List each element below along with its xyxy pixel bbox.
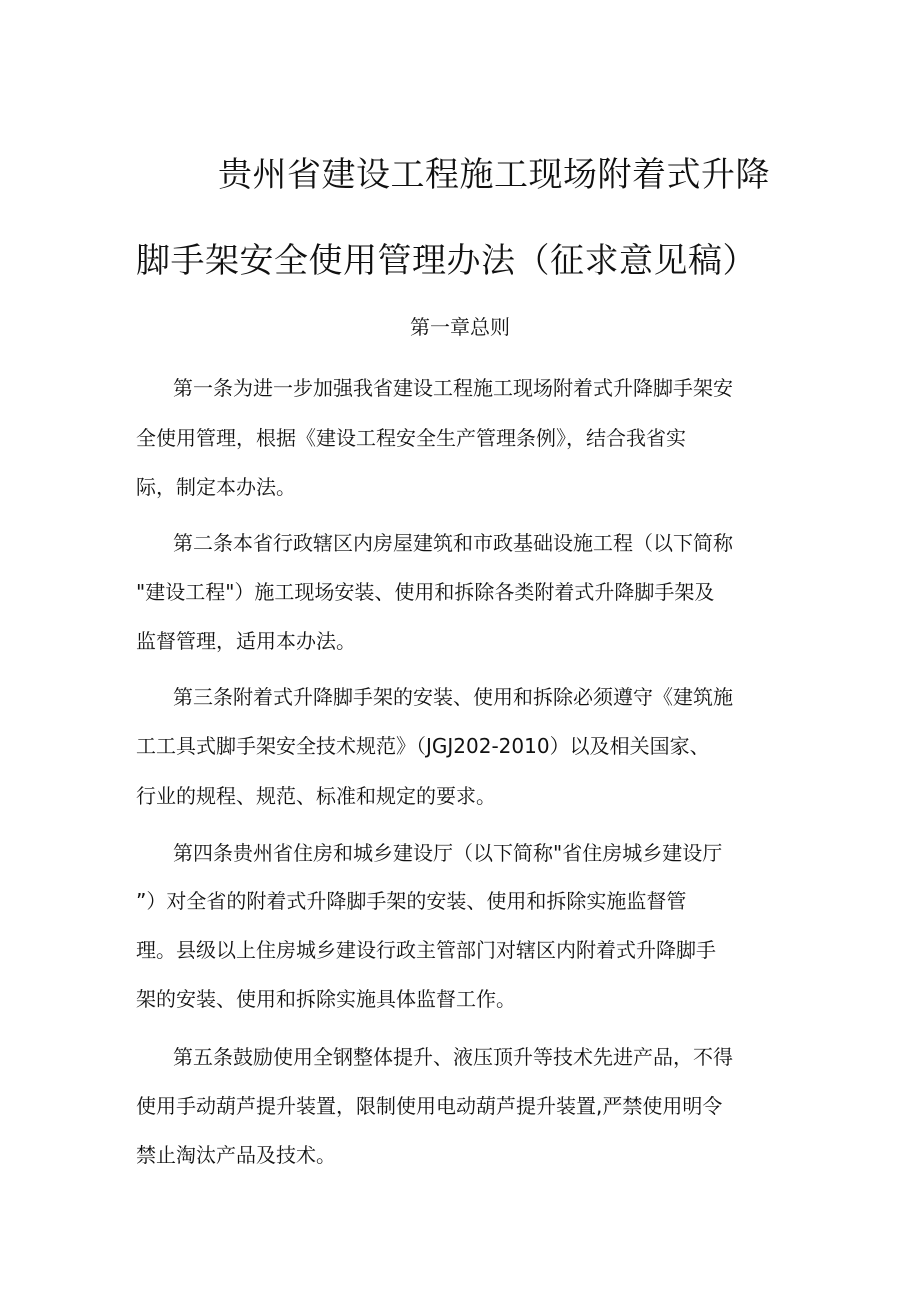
article-5-line-2: 使用手动葫芦提升装置，限制使用电动葫芦提升装置,严禁使用明令: [136, 1094, 723, 1118]
article-1-line-1: 第一条为进一步加强我省建设工程施工现场附着式升降脚手架安: [173, 376, 733, 400]
article-3-line-2: 工工具式脚手架安全技术规范》（JGJ202-2010）以及相关国家、: [136, 734, 710, 758]
article-5-line-1: 第五条鼓励使用全钢整体提升、液压顶升等技术先进产品，不得: [173, 1045, 733, 1069]
article-4-line-1: 第四条贵州省住房和城乡建设厅（以下简称"省住房城乡建设厅: [173, 841, 723, 865]
article-2-line-2: "建设工程"）施工现场安装、使用和拆除各类附着式升降脚手架及: [136, 580, 715, 604]
article-4-line-3: 理。县级以上住房城乡建设行政主管部门对辖区内附着式升降脚手: [136, 938, 716, 962]
article-2-line-3: 监督管理，适用本办法。: [136, 629, 356, 653]
article-5-line-3: 禁止淘汰产品及技术。: [136, 1143, 336, 1167]
article-3-line-1: 第三条附着式升降脚手架的安装、使用和拆除必须遵守《建筑施: [173, 685, 733, 709]
article-1-line-3: 际，制定本办法。: [136, 475, 296, 499]
article-2-line-1: 第二条本省行政辖区内房屋建筑和市政基础设施工程（以下简称: [173, 531, 733, 555]
article-1-line-2: 全使用管理，根据《建设工程安全生产管理条例》，结合我省实: [136, 426, 686, 450]
article-4-line-4: 架的安装、使用和拆除实施具体监督工作。: [136, 987, 516, 1011]
article-3-line-3: 行业的规程、规范、标准和规定的要求。: [136, 784, 496, 808]
document-title-line-1: 贵州省建设工程施工现场附着式升降: [218, 155, 770, 195]
chapter-heading: 第一章总则: [410, 315, 510, 339]
article-4-line-2: ”）对全省的附着式升降脚手架的安装、使用和拆除实施监督管: [136, 889, 687, 913]
document-title-line-2: 脚手架安全使用管理办法（征求意见稿）: [136, 241, 757, 281]
